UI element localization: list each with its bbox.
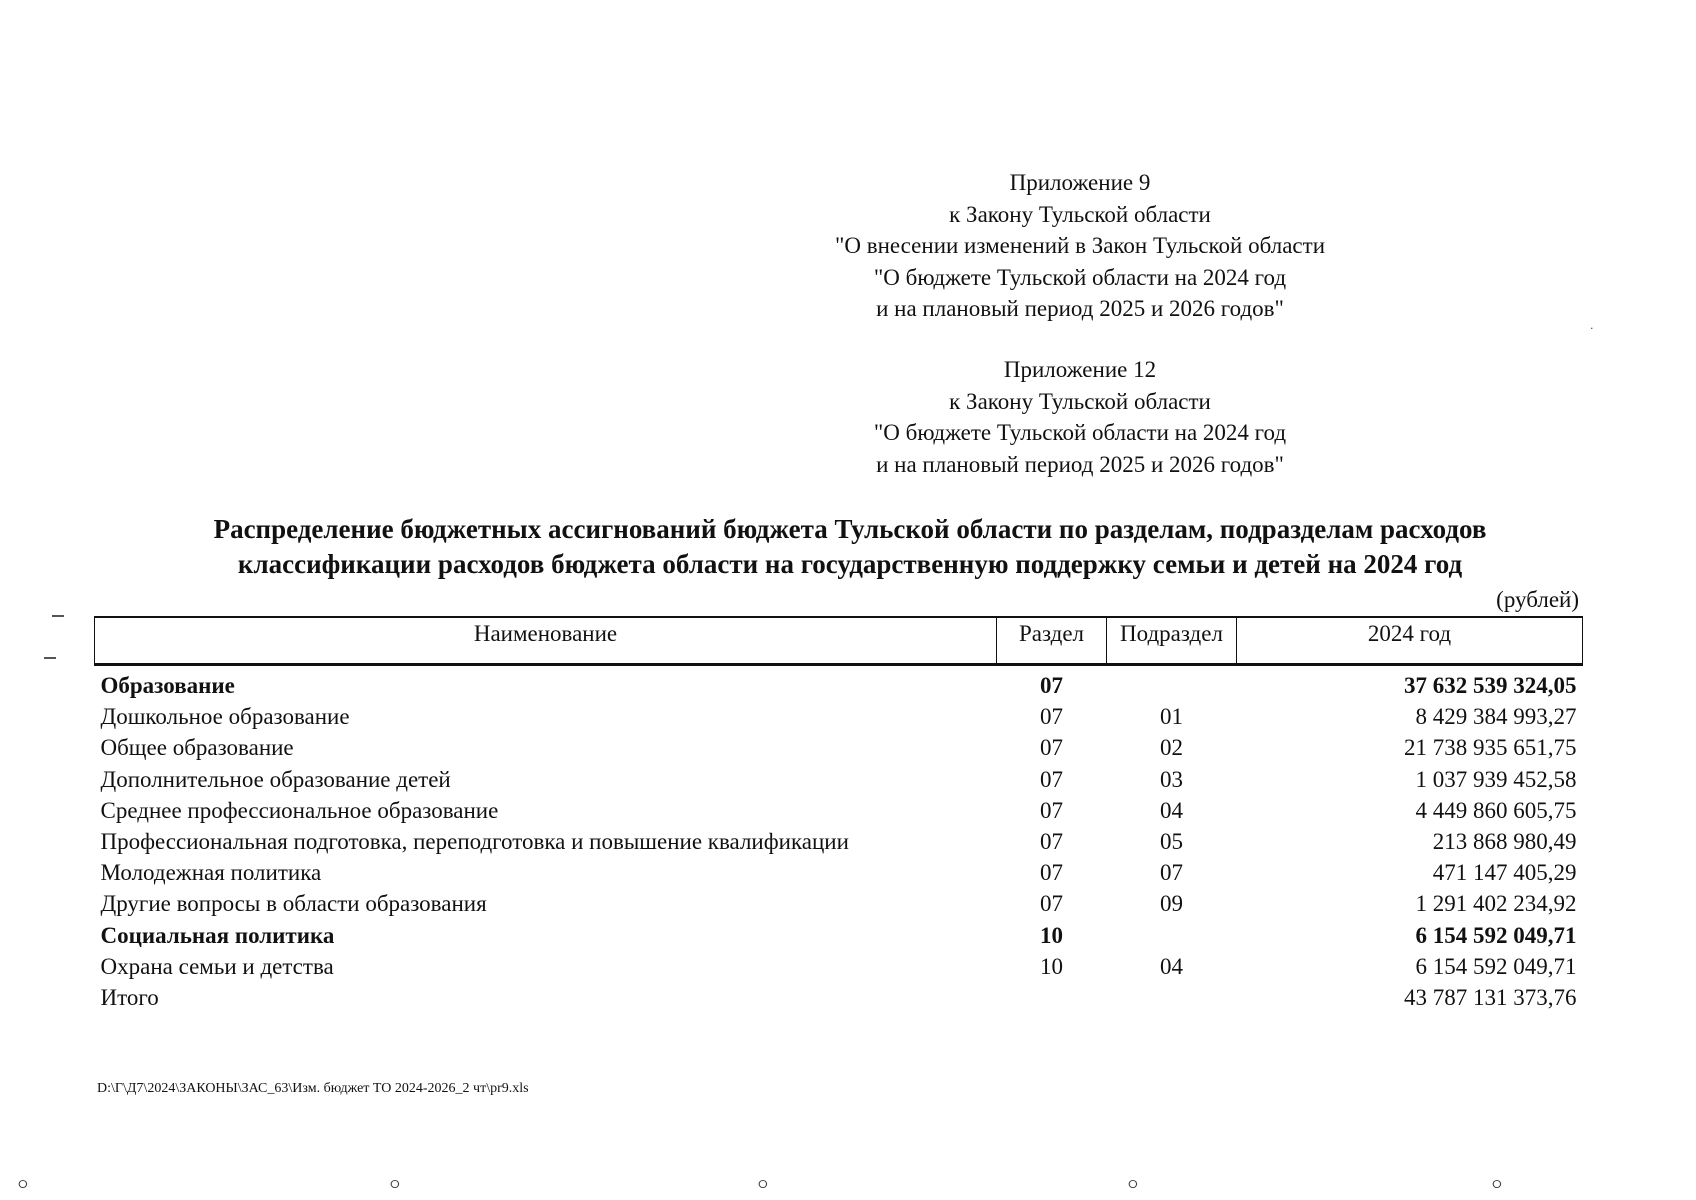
- table-body: [95, 665, 1583, 1014]
- header-podrazdel: Подраздел: [1107, 617, 1237, 665]
- scan-mark: ⵔ: [758, 1178, 768, 1191]
- table-row: [95, 701, 1583, 732]
- row-amount: 8 429 384 993,27: [1415, 704, 1577, 730]
- row-name: Охрана семьи и детства: [100, 953, 334, 979]
- row-podrazdel: 04: [1160, 953, 1183, 979]
- row-podrazdel: [1107, 982, 1237, 1013]
- row-amount: 1 291 402 234,92: [1415, 891, 1577, 917]
- appendix-9-line: Приложение 9: [1009, 170, 1151, 195]
- table-row: [95, 982, 1583, 1013]
- row-name: Итого: [100, 984, 159, 1010]
- table-header-row: [95, 617, 1583, 665]
- row-razdel: 07: [1040, 891, 1063, 917]
- row-name: Другие вопросы в области образования: [100, 891, 487, 917]
- header-razdel: Раздел: [997, 617, 1107, 665]
- row-razdel: 07: [1040, 735, 1063, 761]
- row-name: Образование: [100, 673, 235, 699]
- appendix-9-line: "О внесении изменений в Закон Тульской области: [834, 233, 1326, 258]
- row-amount: 1 037 939 452,58: [1415, 766, 1577, 792]
- row-razdel: 07: [1040, 673, 1063, 699]
- row-amount: 471 147 405,29: [1432, 860, 1577, 886]
- scan-mark: ⵔ: [1492, 1178, 1502, 1191]
- scan-mark: [44, 657, 56, 659]
- document-title-line: классификации расходов бюджета области на государственную поддержку семьи и детей на 2024 год: [237, 549, 1463, 579]
- row-razdel: 10: [1040, 953, 1063, 979]
- row-amount: 43 787 131 373,76: [1404, 984, 1577, 1010]
- row-amount: 37 632 539 324,05: [1404, 673, 1577, 699]
- row-razdel: 07: [1040, 860, 1063, 886]
- row-podrazdel: [1107, 665, 1237, 702]
- table-row: [95, 920, 1583, 951]
- row-name: Общее образование: [100, 735, 294, 761]
- header-year: 2024 год: [1237, 617, 1583, 665]
- row-razdel: 07: [1040, 704, 1063, 730]
- row-razdel: [997, 982, 1107, 1013]
- document-title: [100, 512, 1600, 582]
- appendix-9-line: и на плановый период 2025 и 2026 годов": [876, 296, 1284, 321]
- row-razdel: 10: [1040, 922, 1063, 948]
- row-name: Профессиональная подготовка, переподготовка и повышение квалификации: [100, 829, 849, 855]
- table-row: [95, 826, 1583, 857]
- file-path: D:\Г\Д7\2024\ЗАКОНЫ\ЗАС_63\Изм. бюджет ТО 2024-2026_2 чт\pr9.xls: [97, 1081, 529, 1096]
- scan-mark: ⵔ: [1128, 1178, 1138, 1191]
- appendix-12-line: к Закону Тульской области: [949, 388, 1211, 414]
- row-amount: 6 154 592 049,71: [1415, 953, 1577, 979]
- table-row: [95, 732, 1583, 763]
- row-amount: 6 154 592 049,71: [1415, 922, 1577, 948]
- row-name: Дополнительное образование детей: [100, 766, 451, 792]
- table-row: [95, 857, 1583, 888]
- row-podrazdel: 07: [1160, 860, 1183, 886]
- row-name: Дошкольное образование: [100, 704, 350, 730]
- header-name: Наименование: [95, 617, 997, 665]
- row-podrazdel: 03: [1160, 766, 1183, 792]
- row-name: Среднее профессиональное образование: [100, 797, 499, 823]
- appendix-12-line: Приложение 12: [1003, 357, 1157, 382]
- row-razdel: 07: [1040, 766, 1063, 792]
- appendix-12-header: [780, 354, 1380, 480]
- table-row: [95, 764, 1583, 795]
- appendix-9-header: [780, 167, 1380, 325]
- appendix-12-line: и на плановый период 2025 и 2026 годов": [876, 451, 1284, 477]
- table-row: [95, 795, 1583, 826]
- table-row: [95, 888, 1583, 919]
- appendix-9-line: "О бюджете Тульской области на 2024 год: [873, 264, 1287, 290]
- scan-mark: ⵔ: [390, 1178, 400, 1191]
- row-podrazdel: 05: [1160, 829, 1183, 855]
- row-name: Молодежная политика: [100, 860, 322, 886]
- row-amount: 213 868 980,49: [1432, 829, 1577, 855]
- scan-mark: ⵔ: [18, 1178, 28, 1191]
- row-amount: 4 449 860 605,75: [1415, 797, 1577, 823]
- row-podrazdel: 04: [1160, 797, 1183, 823]
- row-amount: 21 738 935 651,75: [1404, 735, 1577, 761]
- table-row: [95, 951, 1583, 982]
- table-row: [95, 665, 1583, 702]
- row-podrazdel: 02: [1160, 735, 1183, 761]
- row-razdel: 07: [1040, 829, 1063, 855]
- document-title-line: Распределение бюджетных ассигнований бюджета Тульской области по разделам, подразделам расходов: [213, 514, 1487, 544]
- scan-mark: ·: [1590, 322, 1594, 335]
- units-label: (рублей): [1496, 587, 1579, 612]
- row-podrazdel: [1107, 920, 1237, 951]
- budget-table: [94, 616, 1583, 1013]
- scan-mark: [52, 615, 64, 617]
- row-podrazdel: 09: [1160, 891, 1183, 917]
- row-podrazdel: 01: [1160, 704, 1183, 730]
- row-razdel: 07: [1040, 797, 1063, 823]
- appendix-9-line: к Закону Тульской области: [949, 201, 1211, 227]
- appendix-12-line: "О бюджете Тульской области на 2024 год: [873, 420, 1287, 445]
- row-name: Социальная политика: [100, 922, 335, 948]
